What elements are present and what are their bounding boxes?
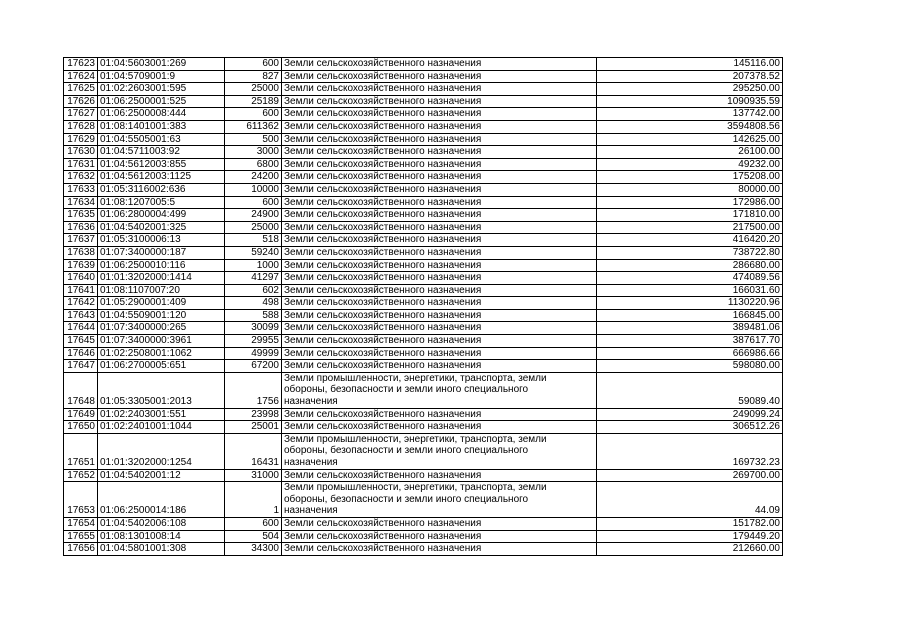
- table-row: [64, 335, 783, 348]
- area-cell: 25000: [225, 221, 282, 234]
- area-cell: 588: [225, 309, 282, 322]
- row-number-cell: 17624: [64, 70, 98, 83]
- cadastral-number-cell: 01:04:5801001:308: [98, 543, 225, 556]
- table-row: [64, 433, 783, 469]
- cadastral-number-cell: 01:07:3400000:265: [98, 322, 225, 335]
- table-row: [64, 171, 783, 184]
- area-cell: 827: [225, 70, 282, 83]
- cadastral-value-cell: 295250.00: [597, 83, 783, 96]
- row-number-cell: 17630: [64, 146, 98, 159]
- row-number-cell: 17652: [64, 469, 98, 482]
- land-category-cell: Земли сельскохозяйственного назначения: [282, 221, 597, 234]
- cadastral-number-cell: 01:06:2500008:444: [98, 108, 225, 121]
- land-category-cell: Земли сельскохозяйственного назначения: [282, 297, 597, 310]
- cadastral-number-cell: 01:04:5711003:92: [98, 146, 225, 159]
- area-cell: 24200: [225, 171, 282, 184]
- cadastral-number-cell: 01:04:5402001:325: [98, 221, 225, 234]
- land-category-cell: Земли сельскохозяйственного назначения: [282, 196, 597, 209]
- area-cell: 602: [225, 284, 282, 297]
- cadastral-number-cell: 01:08:1107007:20: [98, 284, 225, 297]
- land-category-cell: Земли сельскохозяйственного назначения: [282, 517, 597, 530]
- table-body: [64, 58, 783, 556]
- cadastral-number-cell: 01:05:3305001:2013: [98, 372, 225, 408]
- row-number-cell: 17651: [64, 433, 98, 469]
- area-cell: 30099: [225, 322, 282, 335]
- area-cell: 67200: [225, 360, 282, 373]
- land-category-line: обороны, безопасности и земли иного специального: [284, 493, 529, 505]
- land-category-cell: Земли сельскохозяйственного назначения: [282, 58, 597, 71]
- row-number-cell: 17646: [64, 347, 98, 360]
- table-row: [64, 158, 783, 171]
- table-row: [64, 108, 783, 121]
- land-category-cell: Земли сельскохозяйственного назначения: [282, 133, 597, 146]
- cadastral-value-cell: 598080.00: [597, 360, 783, 373]
- row-number-cell: 17629: [64, 133, 98, 146]
- row-number-cell: 17635: [64, 209, 98, 222]
- area-cell: 611362: [225, 120, 282, 133]
- cadastral-value-cell: 179449.20: [597, 530, 783, 543]
- cadastral-number-cell: 01:06:2500010:116: [98, 259, 225, 272]
- land-category-cell: Земли сельскохозяйственного назначения: [282, 108, 597, 121]
- row-number-cell: 17628: [64, 120, 98, 133]
- area-cell: 600: [225, 517, 282, 530]
- row-number-cell: 17648: [64, 372, 98, 408]
- land-category-line: Земли промышленности, энергетики, транспорта, земли: [284, 372, 547, 384]
- cadastral-value-cell: 286680.00: [597, 259, 783, 272]
- area-cell: 16431: [225, 433, 282, 469]
- area-cell: 600: [225, 108, 282, 121]
- cadastral-number-cell: 01:07:3400000:3961: [98, 335, 225, 348]
- row-number-cell: 17633: [64, 183, 98, 196]
- cadastral-value-cell: 145116.00: [597, 58, 783, 71]
- cadastral-value-cell: 269700.00: [597, 469, 783, 482]
- table-row: [64, 372, 783, 408]
- area-cell: 23998: [225, 408, 282, 421]
- land-category-lines: [284, 373, 594, 408]
- cadastral-number-cell: 01:06:2500001:525: [98, 95, 225, 108]
- row-number-cell: 17627: [64, 108, 98, 121]
- land-category-cell: Земли сельскохозяйственного назначения: [282, 259, 597, 272]
- row-number-cell: 17626: [64, 95, 98, 108]
- table-row: [64, 234, 783, 247]
- table-row: [64, 408, 783, 421]
- row-number-cell: 17642: [64, 297, 98, 310]
- table-row: [64, 530, 783, 543]
- row-number-cell: 17638: [64, 246, 98, 259]
- land-category-cell: Земли сельскохозяйственного назначения: [282, 284, 597, 297]
- cadastral-value-cell: 44.09: [597, 482, 783, 518]
- cadastral-value-cell: 306512.26: [597, 421, 783, 434]
- land-category-line: обороны, безопасности и земли иного специального: [284, 445, 529, 457]
- table-row: [64, 259, 783, 272]
- land-category-cell: Земли сельскохозяйственного назначения: [282, 408, 597, 421]
- row-number-cell: 17644: [64, 322, 98, 335]
- land-category-cell: Земли сельскохозяйственного назначения: [282, 335, 597, 348]
- cadastral-number-cell: 01:02:2401001:1044: [98, 421, 225, 434]
- area-cell: 25001: [225, 421, 282, 434]
- table-row: [64, 83, 783, 96]
- cadastral-number-cell: 01:04:5402001:12: [98, 469, 225, 482]
- cadastral-value-cell: 80000.00: [597, 183, 783, 196]
- cadastral-number-cell: 01:01:3202000:1254: [98, 433, 225, 469]
- row-number-cell: 17637: [64, 234, 98, 247]
- cadastral-number-cell: 01:02:2403001:551: [98, 408, 225, 421]
- table-row: [64, 322, 783, 335]
- area-cell: 49999: [225, 347, 282, 360]
- area-cell: 518: [225, 234, 282, 247]
- table-row: [64, 95, 783, 108]
- area-cell: 1: [225, 482, 282, 518]
- cadastral-value-cell: 59089.40: [597, 372, 783, 408]
- land-category-cell: [282, 482, 597, 518]
- cadastral-number-cell: 01:06:2800004:499: [98, 209, 225, 222]
- land-category-lines: [284, 482, 594, 517]
- table-row: [64, 146, 783, 159]
- cadastral-number-cell: 01:04:5612003:855: [98, 158, 225, 171]
- cadastral-number-cell: 01:05:2900001:409: [98, 297, 225, 310]
- row-number-cell: 17649: [64, 408, 98, 421]
- cadastral-number-cell: 01:04:5505001:63: [98, 133, 225, 146]
- area-cell: 25000: [225, 83, 282, 96]
- area-cell: 25189: [225, 95, 282, 108]
- row-number-cell: 17656: [64, 543, 98, 556]
- table-row: [64, 360, 783, 373]
- land-registry-table: [63, 57, 783, 556]
- land-category-cell: Земли сельскохозяйственного назначения: [282, 347, 597, 360]
- land-category-cell: Земли сельскохозяйственного назначения: [282, 469, 597, 482]
- cadastral-value-cell: 1130220.96: [597, 297, 783, 310]
- row-number-cell: 17647: [64, 360, 98, 373]
- cadastral-value-cell: 1090935.59: [597, 95, 783, 108]
- land-category-cell: Земли сельскохозяйственного назначения: [282, 158, 597, 171]
- land-category-cell: Земли сельскохозяйственного назначения: [282, 209, 597, 222]
- cadastral-value-cell: 738722.80: [597, 246, 783, 259]
- table-row: [64, 469, 783, 482]
- land-category-lines: [284, 434, 594, 469]
- cadastral-number-cell: 01:07:3400000:187: [98, 246, 225, 259]
- row-number-cell: 17636: [64, 221, 98, 234]
- land-category-cell: Земли сельскохозяйственного назначения: [282, 530, 597, 543]
- cadastral-value-cell: 175208.00: [597, 171, 783, 184]
- table-row: [64, 284, 783, 297]
- cadastral-value-cell: 212660.00: [597, 543, 783, 556]
- cadastral-value-cell: 26100.00: [597, 146, 783, 159]
- area-cell: 1000: [225, 259, 282, 272]
- area-cell: 24900: [225, 209, 282, 222]
- area-cell: 600: [225, 196, 282, 209]
- area-cell: 10000: [225, 183, 282, 196]
- table-row: [64, 58, 783, 71]
- area-cell: 3000: [225, 146, 282, 159]
- table-row: [64, 70, 783, 83]
- row-number-cell: 17631: [64, 158, 98, 171]
- land-category-cell: Земли сельскохозяйственного назначения: [282, 234, 597, 247]
- cadastral-value-cell: 474089.56: [597, 272, 783, 285]
- table-row: [64, 543, 783, 556]
- cadastral-value-cell: 49232.00: [597, 158, 783, 171]
- land-category-cell: Земли сельскохозяйственного назначения: [282, 543, 597, 556]
- table-row: [64, 209, 783, 222]
- table-row: [64, 221, 783, 234]
- cadastral-number-cell: 01:02:2508001:1062: [98, 347, 225, 360]
- land-category-cell: Земли сельскохозяйственного назначения: [282, 246, 597, 259]
- table-row: [64, 183, 783, 196]
- land-category-line: назначения: [284, 457, 338, 468]
- table-row: [64, 482, 783, 518]
- row-number-cell: 17639: [64, 259, 98, 272]
- area-cell: 29955: [225, 335, 282, 348]
- cadastral-number-cell: 01:08:1301008:14: [98, 530, 225, 543]
- cadastral-number-cell: 01:04:5509001:120: [98, 309, 225, 322]
- area-cell: 59240: [225, 246, 282, 259]
- row-number-cell: 17641: [64, 284, 98, 297]
- area-cell: 500: [225, 133, 282, 146]
- cadastral-value-cell: 3594808.56: [597, 120, 783, 133]
- land-category-cell: Земли сельскохозяйственного назначения: [282, 120, 597, 133]
- cadastral-number-cell: 01:04:5603001:269: [98, 58, 225, 71]
- cadastral-value-cell: 166031.60: [597, 284, 783, 297]
- table-row: [64, 246, 783, 259]
- table-row: [64, 517, 783, 530]
- cadastral-number-cell: 01:06:2700005:651: [98, 360, 225, 373]
- land-category-line: Земли промышленности, энергетики, транспорта, земли: [284, 482, 547, 494]
- land-category-cell: Земли сельскохозяйственного назначения: [282, 421, 597, 434]
- area-cell: 34300: [225, 543, 282, 556]
- row-number-cell: 17655: [64, 530, 98, 543]
- land-category-line: Земли промышленности, энергетики, транспорта, земли: [284, 433, 547, 445]
- cadastral-value-cell: 142625.00: [597, 133, 783, 146]
- table-row: [64, 120, 783, 133]
- table-row: [64, 133, 783, 146]
- cadastral-value-cell: 416420.20: [597, 234, 783, 247]
- cadastral-value-cell: 171810.00: [597, 209, 783, 222]
- cadastral-value-cell: 387617.70: [597, 335, 783, 348]
- land-category-cell: Земли сельскохозяйственного назначения: [282, 360, 597, 373]
- table-row: [64, 272, 783, 285]
- land-category-line: назначения: [284, 505, 338, 517]
- land-category-cell: Земли сельскохозяйственного назначения: [282, 146, 597, 159]
- land-category-cell: Земли сельскохозяйственного назначения: [282, 309, 597, 322]
- land-category-cell: Земли сельскохозяйственного назначения: [282, 322, 597, 335]
- cadastral-number-cell: 01:04:5402006:108: [98, 517, 225, 530]
- row-number-cell: 17632: [64, 171, 98, 184]
- row-number-cell: 17645: [64, 335, 98, 348]
- land-category-cell: Земли сельскохозяйственного назначения: [282, 70, 597, 83]
- area-cell: 1756: [225, 372, 282, 408]
- area-cell: 41297: [225, 272, 282, 285]
- cadastral-number-cell: 01:08:1207005:5: [98, 196, 225, 209]
- cadastral-number-cell: 01:08:1401001:383: [98, 120, 225, 133]
- row-number-cell: 17625: [64, 83, 98, 96]
- cadastral-number-cell: 01:02:2603001:595: [98, 83, 225, 96]
- area-cell: 504: [225, 530, 282, 543]
- area-cell: 600: [225, 58, 282, 71]
- row-number-cell: 17654: [64, 517, 98, 530]
- cadastral-value-cell: 666986.66: [597, 347, 783, 360]
- land-category-cell: [282, 433, 597, 469]
- area-cell: 31000: [225, 469, 282, 482]
- cadastral-value-cell: 389481.06: [597, 322, 783, 335]
- land-category-cell: Земли сельскохозяйственного назначения: [282, 183, 597, 196]
- cadastral-value-cell: 172986.00: [597, 196, 783, 209]
- cadastral-number-cell: 01:01:3202000:1414: [98, 272, 225, 285]
- table-row: [64, 347, 783, 360]
- land-category-cell: [282, 372, 597, 408]
- row-number-cell: 17653: [64, 482, 98, 518]
- cadastral-value-cell: 166845.00: [597, 309, 783, 322]
- land-category-cell: Земли сельскохозяйственного назначения: [282, 272, 597, 285]
- cadastral-value-cell: 137742.00: [597, 108, 783, 121]
- row-number-cell: 17640: [64, 272, 98, 285]
- land-category-cell: Земли сельскохозяйственного назначения: [282, 83, 597, 96]
- cadastral-number-cell: 01:05:3100006:13: [98, 234, 225, 247]
- cadastral-value-cell: 207378.52: [597, 70, 783, 83]
- table-row: [64, 421, 783, 434]
- table-row: [64, 196, 783, 209]
- cadastral-number-cell: 01:06:2500014:186: [98, 482, 225, 518]
- cadastral-value-cell: 249099.24: [597, 408, 783, 421]
- land-category-cell: Земли сельскохозяйственного назначения: [282, 171, 597, 184]
- table-row: [64, 309, 783, 322]
- row-number-cell: 17634: [64, 196, 98, 209]
- row-number-cell: 17643: [64, 309, 98, 322]
- row-number-cell: 17623: [64, 58, 98, 71]
- land-category-line: обороны, безопасности и земли иного специального: [284, 384, 529, 396]
- area-cell: 6800: [225, 158, 282, 171]
- area-cell: 498: [225, 297, 282, 310]
- land-category-line: назначения: [284, 396, 338, 408]
- cadastral-value-cell: 169732.23: [597, 433, 783, 469]
- table-row: [64, 297, 783, 310]
- cadastral-number-cell: 01:04:5612003:1125: [98, 171, 225, 184]
- cadastral-number-cell: 01:05:3116002:636: [98, 183, 225, 196]
- land-category-cell: Земли сельскохозяйственного назначения: [282, 95, 597, 108]
- cadastral-value-cell: 151782.00: [597, 517, 783, 530]
- row-number-cell: 17650: [64, 421, 98, 434]
- cadastral-number-cell: 01:04:5709001:9: [98, 70, 225, 83]
- cadastral-value-cell: 217500.00: [597, 221, 783, 234]
